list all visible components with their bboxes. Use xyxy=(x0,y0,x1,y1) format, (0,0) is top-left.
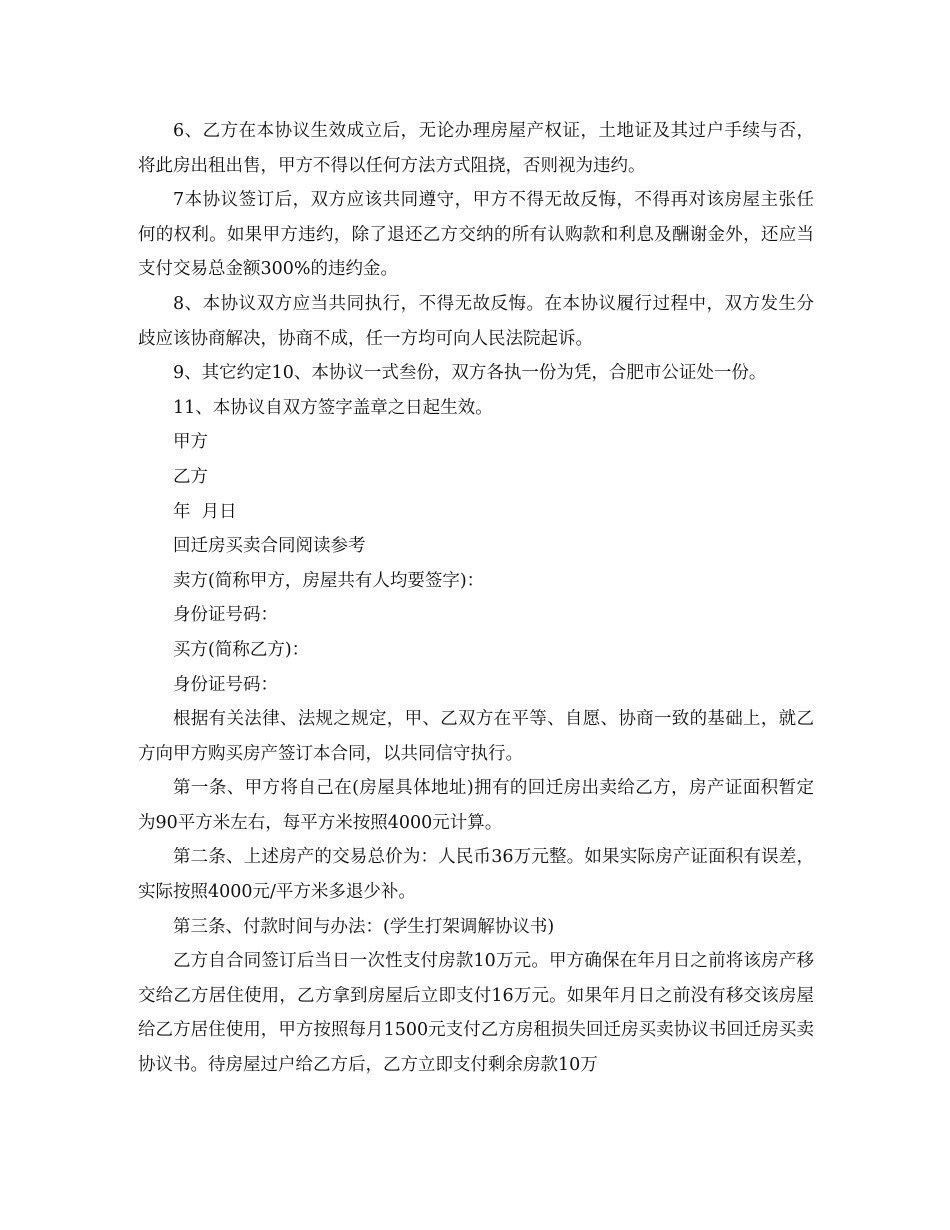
article-1: 第一条、甲方将自己在(房屋具体地址)拥有的回迁房出卖给乙方，房产证面积暂定为90平方米左右，每平方米按照4000元计算。 xyxy=(138,778,814,833)
article-3-body: 乙方自合同签订后当日一次性支付房款10万元。甲方确保在年月日之前将该房产移交给乙方居住使用，乙方拿到房屋后立即支付16万元。如果年月日之前没有移交该房屋给乙方居住使用，甲方按照每月1500元支付乙方房租损失回迁房买卖协议书回迁房买卖协议书。待房屋过户给乙方后，乙方立即支付剩余房款10万 xyxy=(138,951,814,1076)
clause-7: 7本协议签订后，双方应该共同遵守，甲方不得无故反悔，不得再对该房屋主张任何的权利。如果甲方违约，除了退还乙方交纳的所有认购款和利息及酬谢金外，还应当支付交易总金额300%的违约金。 xyxy=(138,190,814,280)
clause-8: 8、本协议双方应当共同执行，不得无故反悔。在本协议履行过程中，双方发生分歧应该协商解决，协商不成，任一方均可向人民法院起诉。 xyxy=(138,293,814,349)
signature-date: 年 月日 xyxy=(173,501,237,522)
preamble: 根据有关法律、法规之规定，甲、乙双方在平等、自愿、协商一致的基础上，就乙方向甲方购买房产签订本合同，以共同信守执行。 xyxy=(138,709,814,764)
article-2: 第二条、上述房产的交易总价为：人民币36万元整。如果实际房产证面积有误差，实际按照4000元/平方米多退少补。 xyxy=(138,847,814,903)
contract-title: 回迁房买卖合同阅读参考 xyxy=(173,536,366,557)
signature-party-b: 乙方 xyxy=(173,466,208,487)
article-3-heading: 第三条、付款时间与办法：(学生打架调解协议书) xyxy=(173,916,555,937)
seller-field: 卖方(简称甲方，房屋共有人均要签字)： xyxy=(173,570,485,591)
seller-id-field: 身份证号码： xyxy=(173,605,278,626)
clause-11: 11、本协议自双方签字盖章之日起生效。 xyxy=(173,397,493,418)
clause-6: 6、乙方在本协议生效成立后，无论办理房屋产权证，土地证及其过户手续与否，将此房出租出售，甲方不得以任何方法方式阻挠，否则视为违约。 xyxy=(138,121,814,176)
clause-9-10: 9、其它约定10、本协议一式叁份，双方各执一份为凭，合肥市公证处一份。 xyxy=(173,363,767,384)
signature-party-a: 甲方 xyxy=(173,432,208,453)
buyer-id-field: 身份证号码： xyxy=(173,674,278,695)
document-body xyxy=(138,114,814,1083)
buyer-field: 买方(简称乙方)： xyxy=(173,639,310,660)
